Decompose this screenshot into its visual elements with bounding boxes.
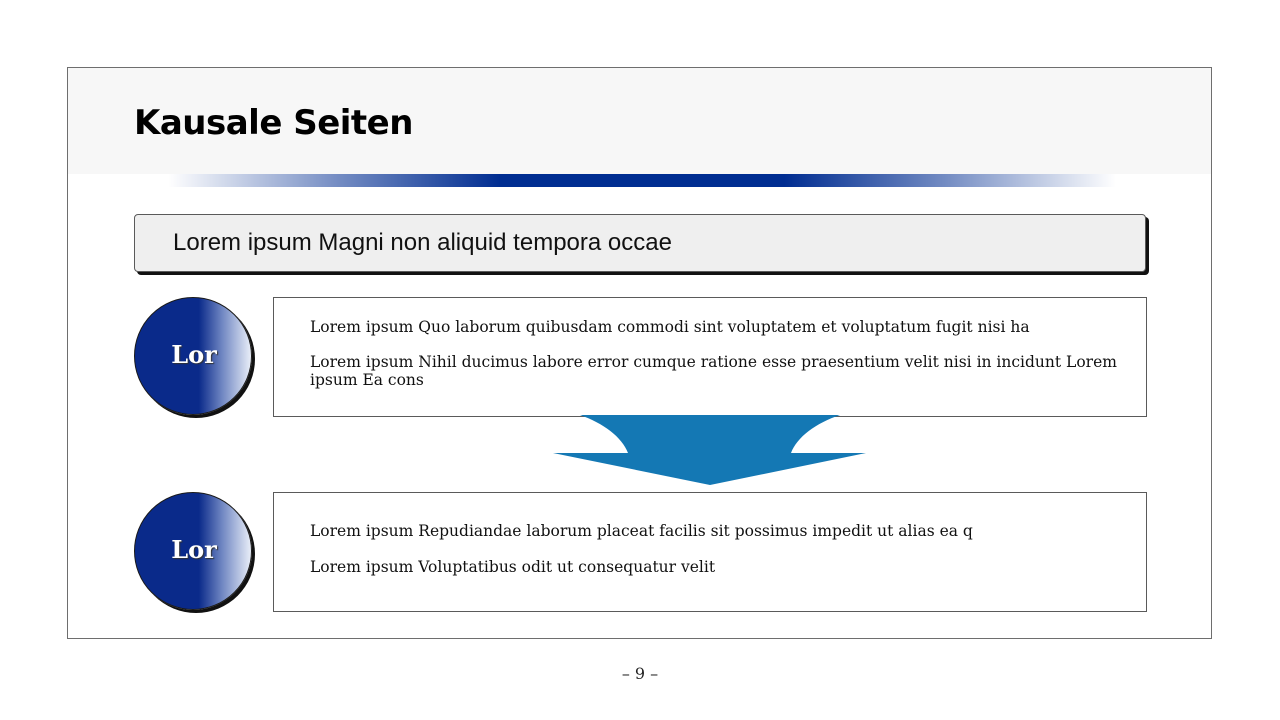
step-1-circle-label: Lor (171, 340, 217, 369)
step-2-circle-label: Lor (171, 535, 217, 564)
title-divider (168, 174, 1116, 187)
step-2-paragraph-2: Lorem ipsum Voluptatibus odit ut consequatur velit (310, 558, 716, 576)
down-arrow-icon (553, 415, 866, 485)
page-title: Kausale Seiten (134, 103, 413, 143)
step-1-paragraph-1: Lorem ipsum Quo laborum quibusdam commodi sint voluptatem et voluptatum fugit nisi ha (310, 318, 1030, 336)
heading-box (134, 214, 1146, 272)
step-1-circle (134, 297, 252, 415)
step-2-content-box (273, 492, 1147, 612)
step-1-content-box (273, 297, 1147, 417)
page-number: – 9 – (621, 664, 659, 683)
step-2-paragraph-1: Lorem ipsum Repudiandae laborum placeat facilis sit possimus impedit ut alias ea q (310, 522, 973, 540)
heading-text: Lorem ipsum Magni non aliquid tempora occae (173, 229, 672, 256)
step-1-paragraph-2: Lorem ipsum Nihil ducimus labore error cumque ratione esse praesentium velit nisi in incidunt Lorem ipsum Ea cons (310, 353, 1117, 389)
slide-frame (67, 67, 1212, 639)
step-2-circle (134, 492, 252, 610)
